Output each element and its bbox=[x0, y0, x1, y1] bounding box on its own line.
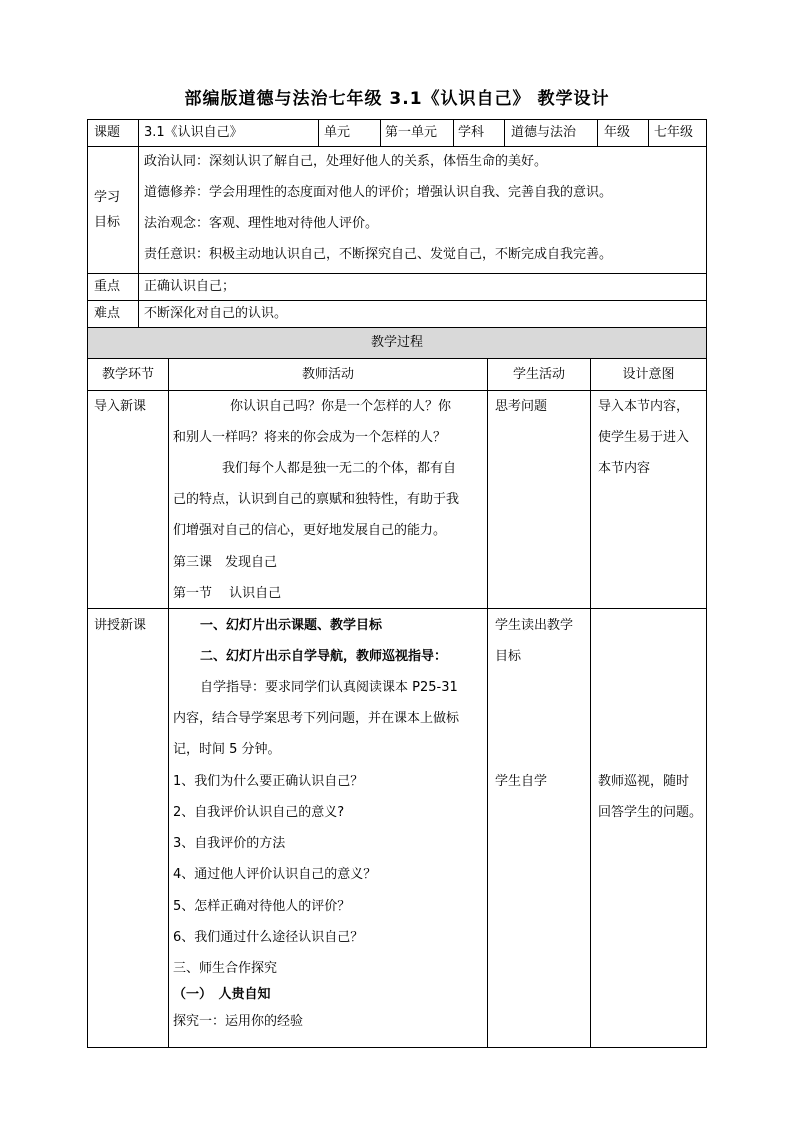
teacher-line: 记，时间 5 分钟。 bbox=[173, 742, 281, 757]
intent-line: 使学生易于进入 bbox=[598, 430, 690, 445]
teacher-line: 我们每个人都是独一无二的个体，都有自 bbox=[222, 461, 457, 476]
col-divider bbox=[504, 119, 505, 146]
column-header-student: 学生活动 bbox=[512, 367, 565, 382]
teacher-line: 6、我们通过什么途径认识自己？ bbox=[173, 930, 364, 945]
student-activity: 目标 bbox=[495, 649, 522, 664]
teacher-line: 第一节 认识自己 bbox=[173, 586, 282, 601]
grade-label: 年级 bbox=[604, 125, 631, 140]
teacher-line: 3、自我评价的方法 bbox=[173, 836, 286, 851]
row-divider bbox=[87, 300, 707, 301]
unit-label: 单元 bbox=[324, 125, 351, 140]
row-divider bbox=[87, 608, 707, 609]
difficulty-value: 不断深化对自己的认识。 bbox=[144, 306, 288, 321]
row-divider bbox=[87, 390, 707, 391]
col-divider bbox=[138, 146, 139, 327]
grade-value: 七年级 bbox=[654, 125, 694, 140]
row-divider bbox=[87, 273, 707, 274]
topic-label: 课题 bbox=[94, 125, 121, 140]
teacher-line: 二、幻灯片出示自学导航，教师巡视指导： bbox=[200, 649, 448, 664]
teacher-line: 4、通过他人评价认识自己的意义？ bbox=[173, 867, 377, 882]
teacher-line: 第三课 发现自己 bbox=[173, 555, 278, 570]
teacher-line: 和别人一样吗？将来的你会成为一个怎样的人？ bbox=[173, 430, 447, 445]
student-activity: 思考问题 bbox=[495, 399, 548, 414]
student-activity: 学生自学 bbox=[495, 774, 548, 789]
column-header-intent: 设计意图 bbox=[622, 367, 675, 382]
document-title: 部编版道德与法治七年级 3.1《认识自己》 教学设计 bbox=[184, 89, 610, 109]
teacher-line: 5、怎样正确对待他人的评价？ bbox=[173, 899, 351, 914]
teacher-line: 三、师生合作探究 bbox=[173, 961, 278, 976]
process-header: 教学过程 bbox=[370, 335, 423, 350]
goal-item: 道德修养：学会用理性的态度面对他人的评价；增强认识自我、完善自我的意识。 bbox=[144, 185, 613, 200]
col-divider bbox=[487, 358, 488, 1048]
subject-value: 道德与法治 bbox=[511, 125, 577, 140]
teacher-line: 2、自我评价认识自己的意义? bbox=[173, 805, 345, 820]
student-activity: 学生读出教学 bbox=[495, 618, 574, 633]
stage-new-lesson: 讲授新课 bbox=[94, 618, 147, 633]
col-divider bbox=[168, 358, 169, 1048]
unit-value: 第一单元 bbox=[385, 125, 438, 140]
intent-line: 导入本节内容， bbox=[598, 399, 690, 414]
col-divider bbox=[590, 358, 591, 1048]
subject-label: 学科 bbox=[458, 125, 485, 140]
goals-label-line1: 学习 bbox=[94, 190, 121, 205]
goals-label-line2: 目标 bbox=[94, 215, 121, 230]
key-point-label: 重点 bbox=[94, 279, 121, 294]
intent-line: 教师巡视，随时 bbox=[598, 774, 690, 789]
intent-line: 本节内容 bbox=[598, 461, 651, 476]
col-divider bbox=[380, 119, 381, 146]
teacher-line: 你认识自己吗？你是一个怎样的人？你 bbox=[230, 399, 452, 414]
teacher-line: 们增强对自己的信心，更好地发展自己的能力。 bbox=[173, 523, 447, 538]
teacher-line: （一） 人贵自知 bbox=[173, 987, 271, 1002]
teacher-line: 自学指导：要求同学们认真阅读课本 P25-31 bbox=[200, 680, 458, 695]
goal-item: 责任意识：积极主动地认识自己，不断探究自己、发觉自己，不断完成自我完善。 bbox=[144, 247, 613, 262]
col-divider bbox=[648, 119, 649, 146]
goal-item: 法治观念：客观、理性地对待他人评价。 bbox=[144, 216, 379, 231]
column-header-stage: 教学环节 bbox=[101, 367, 154, 382]
col-divider bbox=[138, 119, 139, 146]
teacher-line: 己的特点，认识到自己的禀赋和独特性，有助于我 bbox=[173, 492, 460, 507]
col-divider bbox=[318, 119, 319, 146]
col-divider bbox=[453, 119, 454, 146]
stage-intro: 导入新课 bbox=[94, 399, 147, 414]
row-divider bbox=[87, 146, 707, 147]
key-point-value: 正确认识自己； bbox=[144, 279, 236, 294]
teacher-line: 内容，结合导学案思考下列问题，并在课本上做标 bbox=[173, 711, 460, 726]
intent-line: 回答学生的问题。 bbox=[598, 805, 703, 820]
teacher-line: 探究一：运用你的经验 bbox=[173, 1014, 304, 1029]
topic-value: 3.1《认识自己》 bbox=[144, 125, 243, 140]
goal-item: 政治认同：深刻认识了解自己，处理好他人的关系，体悟生命的美好。 bbox=[144, 154, 548, 169]
difficulty-label: 难点 bbox=[94, 306, 121, 321]
col-divider bbox=[597, 119, 598, 146]
row-divider bbox=[87, 358, 707, 359]
column-header-teacher: 教师活动 bbox=[301, 367, 354, 382]
teacher-line: 1、我们为什么要正确认识自己？ bbox=[173, 774, 364, 789]
teacher-line: 一、幻灯片出示课题、教学目标 bbox=[200, 618, 383, 633]
